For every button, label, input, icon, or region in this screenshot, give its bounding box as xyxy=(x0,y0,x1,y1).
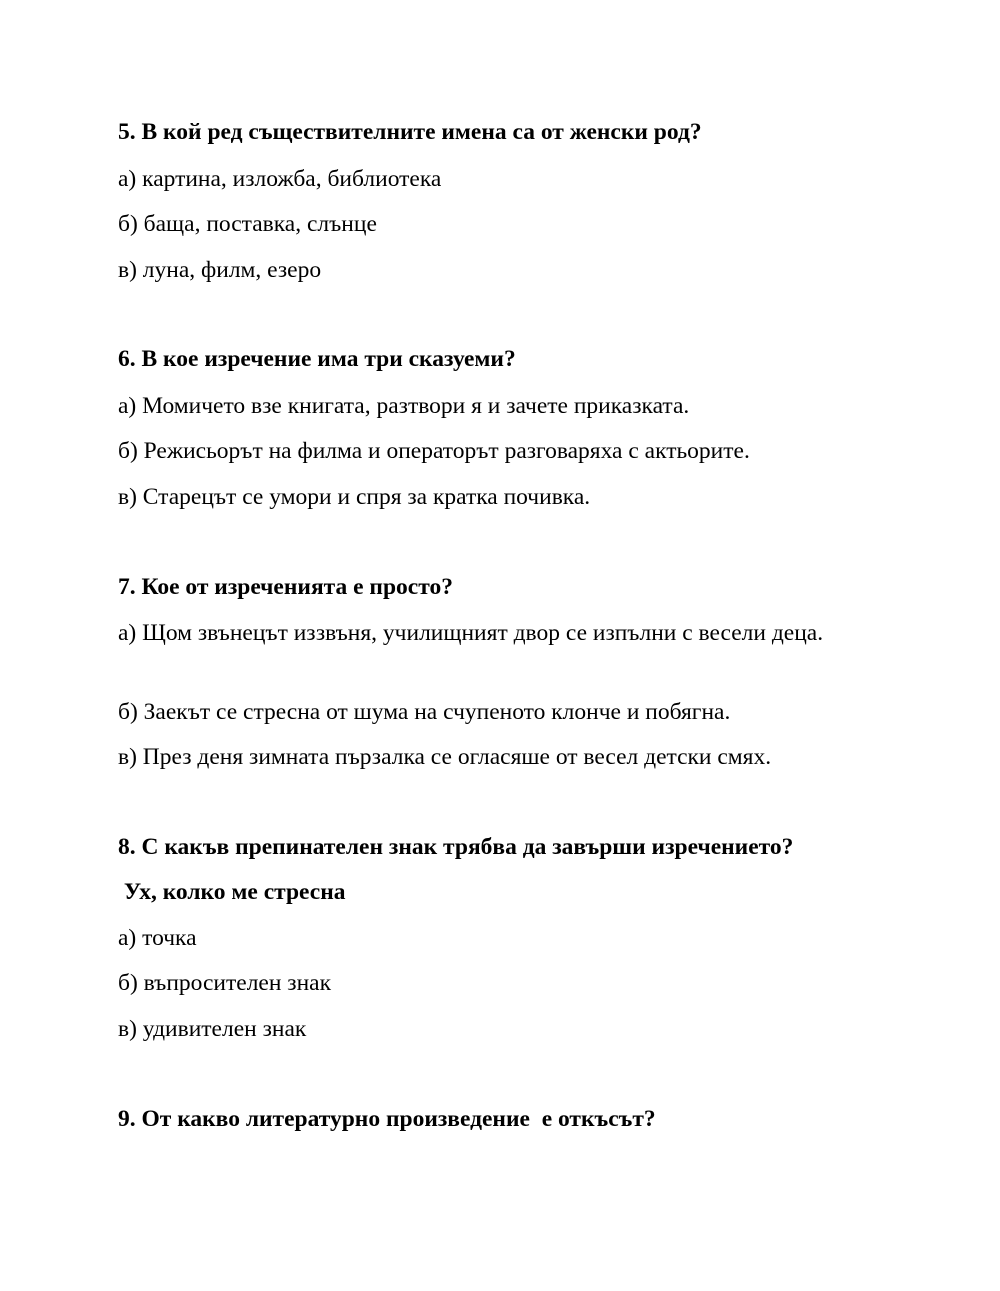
question-8-option-c: в) удивителен знак xyxy=(118,1016,307,1042)
question-6-option-c: в) Старецът се умори и спря за кратка почивка. xyxy=(118,484,591,510)
question-9-title: 9. От какво литературно произведение е откъсът? xyxy=(118,1106,656,1132)
question-6-option-b: б) Режисьорът на филма и операторът разговаряха с актьорите. xyxy=(118,438,750,464)
question-5-title: 5. В кой ред съществителните имена са от женски род? xyxy=(118,119,702,145)
question-8-option-b: б) въпросителен знак xyxy=(118,970,332,996)
question-5-option-b: б) баща, поставка, слънце xyxy=(118,211,377,237)
question-6-title: 6. В кое изречение има три сказуеми? xyxy=(118,346,516,372)
question-8-option-a: а) точка xyxy=(118,925,197,951)
question-7-title: 7. Кое от изреченията е просто? xyxy=(118,574,453,600)
question-8-title: 8. С какъв препинателен знак трябва да завърши изречението? xyxy=(118,834,794,860)
question-7-option-c: в) През деня зимната пързалка се огласяше от весел детски смях. xyxy=(118,744,772,770)
question-7-option-a: а) Щом звънецът иззвъня, училищният двор се изпълни с весели деца. xyxy=(118,620,824,646)
question-5-option-a: а) картина, изложба, библиотека xyxy=(118,166,442,192)
question-5-option-c: в) луна, филм, езеро xyxy=(118,257,322,283)
question-6-option-a: а) Момичето взе книгата, разтвори я и зачете приказката. xyxy=(118,393,690,419)
question-7-option-b: б) Заекът се стресна от шума на счупеното клонче и побягна. xyxy=(118,699,731,725)
question-8-sentence: Ух, колко ме стресна xyxy=(118,879,346,905)
